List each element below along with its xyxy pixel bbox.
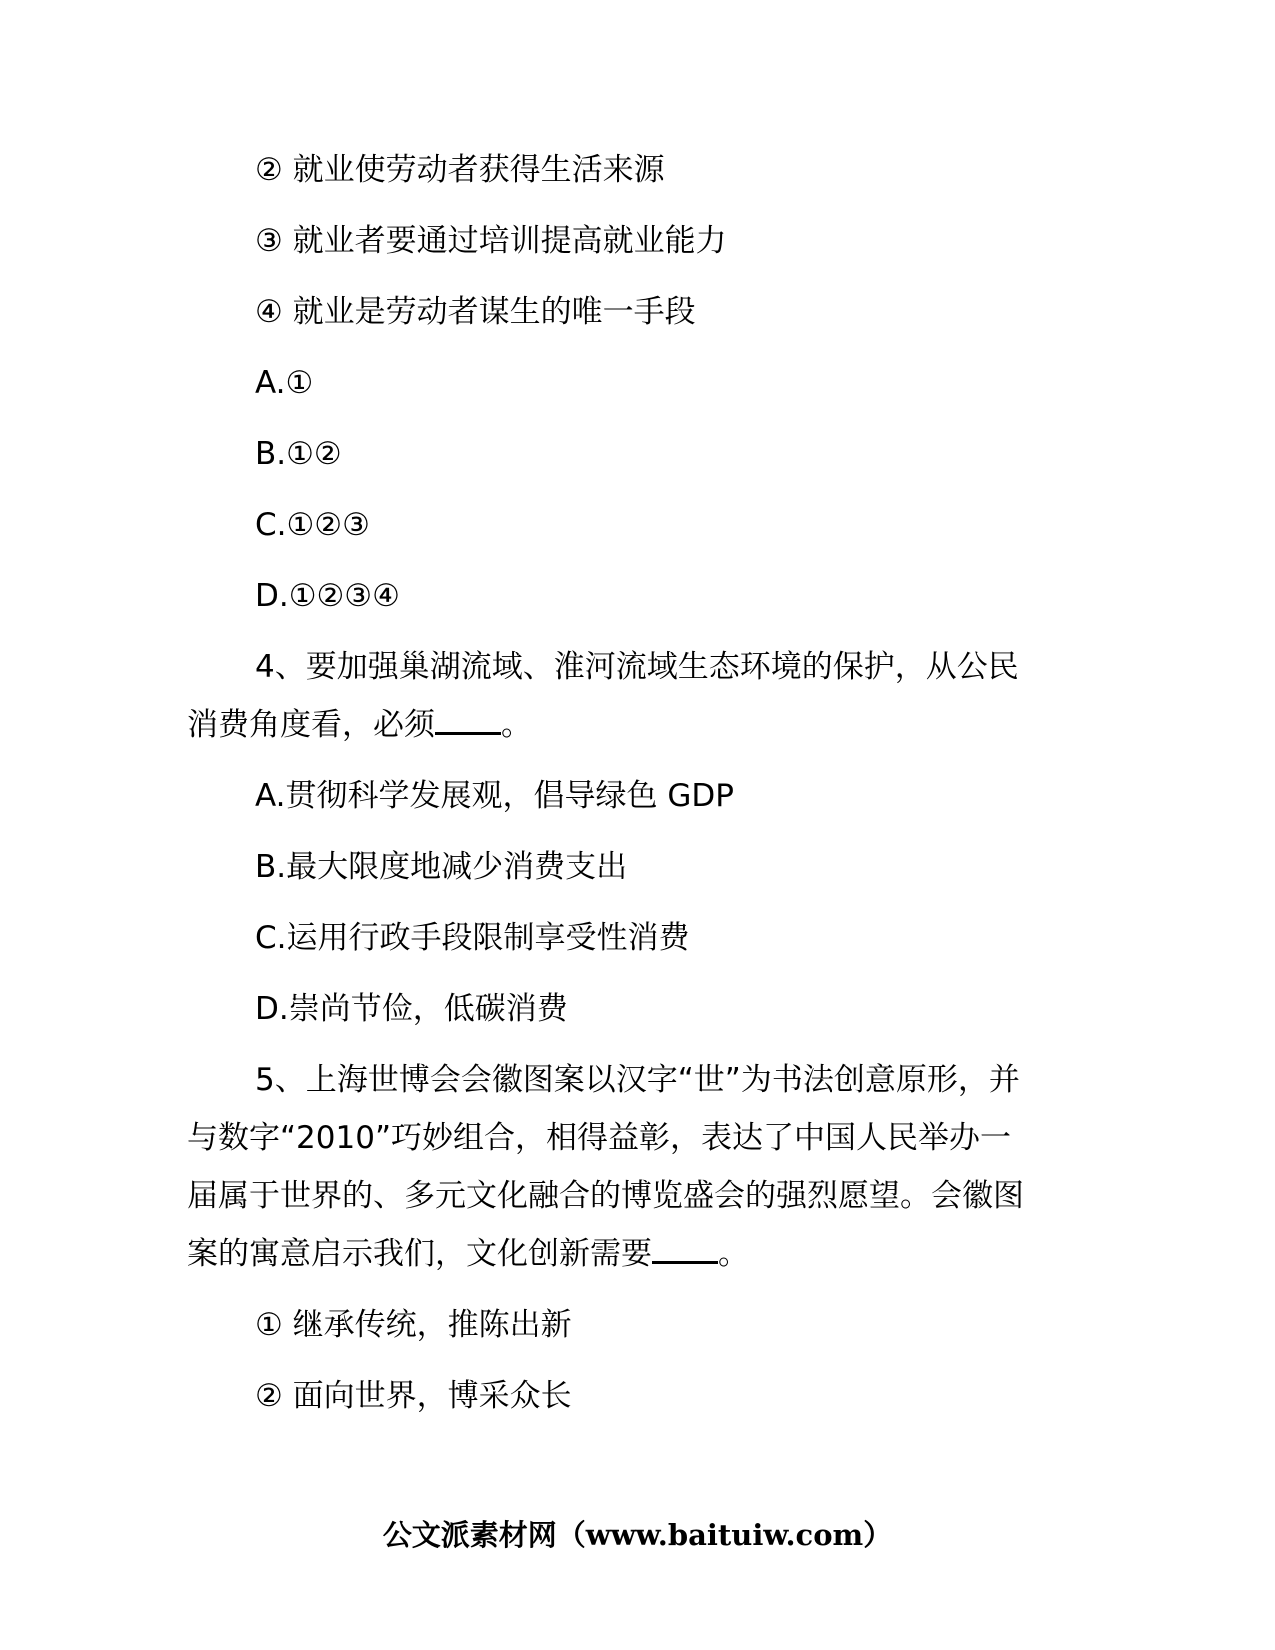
answer-choice-a: A.① <box>255 365 314 401</box>
question-5-text: 案的寓意启示我们，文化创新需要 <box>187 1236 652 1272</box>
answer-choice-c: C.①②③ <box>255 507 370 543</box>
question-5-item-2: ② 面向世界，博采众长 <box>255 1378 572 1414</box>
question-5-line-2: 与数字“2010”巧妙组合，相得益彰，表达了中国人民举办一 <box>187 1120 1012 1156</box>
question-5-end: 。 <box>718 1236 749 1272</box>
question-4-choice-d: D.崇尚节俭，低碳消费 <box>255 991 568 1027</box>
question-5-line-3: 届属于世界的、多元文化融合的博览盛会的强烈愿望。会徽图 <box>187 1178 1024 1214</box>
option-item-4: ④ 就业是劳动者谋生的唯一手段 <box>255 294 696 330</box>
answer-choice-d: D.①②③④ <box>255 578 400 614</box>
document-body <box>187 148 1091 1445</box>
question-5-line-4 <box>187 1232 1091 1276</box>
question-4-line-2 <box>187 703 1091 747</box>
option-item-2: ② 就业使劳动者获得生活来源 <box>255 152 665 188</box>
answer-blank <box>652 1233 718 1264</box>
answer-choice-b: B.①② <box>255 436 342 472</box>
question-4-choice-a: A.贯彻科学发展观，倡导绿色 GDP <box>255 778 734 814</box>
option-item-3: ③ 就业者要通过培训提高就业能力 <box>255 223 727 259</box>
page-footer: 公文派素材网（www.baituiw.com） <box>382 1518 893 1552</box>
question-4-end: 。 <box>501 707 532 743</box>
question-5-item-1: ① 继承传统，推陈出新 <box>255 1307 572 1343</box>
question-4-line-1: 4、要加强巢湖流域、淮河流域生态环境的保护，从公民 <box>255 649 1019 685</box>
answer-blank <box>435 704 501 735</box>
question-5-line-1: 5、上海世博会会徽图案以汉字“世”为书法创意原形，并 <box>255 1062 1020 1098</box>
question-4-choice-b: B.最大限度地减少消费支出 <box>255 849 628 885</box>
question-4-choice-c: C.运用行政手段限制享受性消费 <box>255 920 690 956</box>
question-4-text: 消费角度看，必须 <box>187 707 435 743</box>
